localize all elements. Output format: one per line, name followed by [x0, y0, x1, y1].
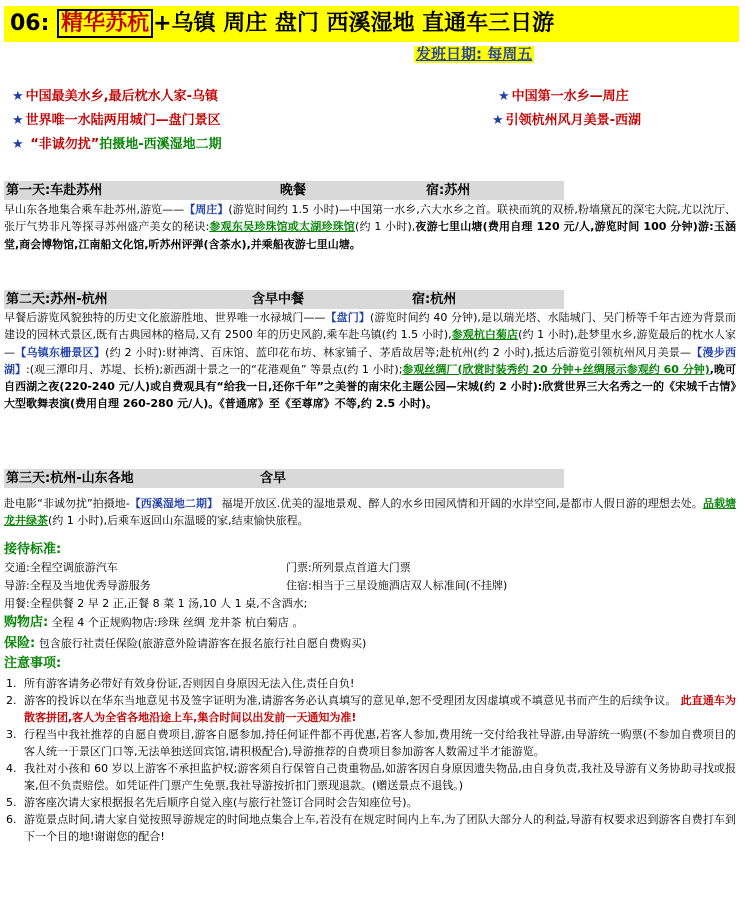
standard-transport: 交通:全程空调旅游汽车	[4, 561, 118, 574]
title-rest: +乌镇 周庄 盘门 西溪湿地 直通车三日游	[153, 11, 555, 36]
day3-header	[4, 469, 564, 488]
star-icon: ★	[12, 89, 24, 104]
spot-zhouzhuang: 【周庄】	[184, 203, 229, 216]
list-item: 3. 行程当中我社推荐的自愿自费项目,游客自愿参加,持任何证件都不再优惠,若客人参加,费用统一交付给我社导游,由导游统一购票(不参加自费项目的客人统一于景区门口等,无法单独送回宾馆,请积极配合),导游推荐的自费项目参加游客人数需过半才能游览。	[6, 728, 736, 758]
insurance-row	[4, 635, 366, 652]
list-item: 6. 游览景点时间,请大家自觉按照导游规定的时间地点集合上车,若没有在规定时间内上车,为了团队大部分人的利益,导游有权要求迟到游客自费打车到下一个目的地!谢谢您的配合!	[6, 813, 736, 843]
star-icon: ★	[12, 113, 24, 128]
list-item: 4. 我社对小孩和 60 岁以上游客不承担监护权;游客须自行保管自己贵重物品,如游客因自身原因遗失物品,由自身负责,我社及导游有义务协助寻找或报案,但不负责赔偿。如凭证件门票产生免票,我社导游按折扣门票现退款。(赠送景点不退钱。)	[6, 762, 736, 792]
shop-silk: 参观丝绸厂(欣赏时装秀约 20 分钟+丝绸展示参观约 60 分钟)	[402, 362, 710, 376]
tour-number: 06:	[10, 11, 50, 36]
day3-title: 第三天:杭州-山东各地	[6, 471, 134, 486]
star-icon: ★	[12, 137, 24, 152]
shop-pearl: 参观东吴珍珠馆或太湖珍珠馆	[209, 220, 355, 234]
shop-chrysanthemum: 参观杭白菊店	[451, 328, 519, 342]
page-title	[10, 8, 554, 40]
day2-stay: 宿:杭州	[412, 292, 457, 307]
day1-title: 第一天:车赴苏州	[6, 183, 103, 198]
title-highlight: 精华苏杭	[57, 9, 153, 38]
title-bar	[4, 6, 739, 42]
highlight-item: ★ 引领杭州风月美景-西湖	[492, 113, 642, 128]
star-icon: ★	[498, 89, 510, 104]
shop-tea: 品载塘龙井绿茶	[4, 497, 736, 528]
spot-panmen: 【盘门】	[325, 311, 370, 324]
day1-description: 早山东各地集合乘车赴苏州,游览——【周庄】(游览时间约 1.5 小时)—中国第一水乡,六大水乡之首。联袂而筑的双桥,粉墙黛瓦的深宅大院,尤以沈厅、张厅气势非凡等探寻苏州盛产美女的秘诀:参观东吴珍珠馆或太湖珍珠馆(约 1 小时),夜游七里山塘(费用自理 120 元/人,游览时间 100 分钟)游:玉涵堂,商会博物馆,江南船文化馆,听苏州评弹(含茶水),并乘船夜游七里山塘。	[4, 203, 737, 251]
highlight-item: ★ 世界唯一水陆两用城门—盘门景区	[12, 113, 221, 128]
notes-emphasis: 此直通车为散客拼团,客人为全省各地沿途上车,集合时间以出发前一天通知为准!	[24, 694, 736, 724]
standards-row	[4, 577, 508, 594]
day1-meal: 晚餐	[280, 183, 307, 198]
day1-stay: 宿:苏州	[426, 183, 471, 198]
day2-title: 第二天:苏州-杭州	[6, 292, 108, 307]
day1-header	[4, 181, 564, 200]
day2-meal: 含早中餐	[252, 292, 305, 307]
standard-meal: 用餐:全程供餐 2 早 2 正,正餐 8 菜 1 汤,10 人 1 桌,不含酒水;	[4, 597, 308, 610]
list-item: 5. 游客座次请大家根据报名先后顺序自觉入座(与旅行社签订合同时会告知座位号)。	[6, 796, 418, 809]
list-item: 2. 游客的投诉以在华东当地意见书及签字证明为准,请游客务必认真填写的意见单,恕不受理团友因虚填或不填意见书而产生的后续争议。 此直通车为散客拼团,客人为全省各地沿途上车,集合时间以出发前一天通知为准!	[6, 694, 736, 724]
day3-description: 赴电影“非诚勿扰”拍摄地-【西溪湿地二期】 福堤开放区.优美的湿地景观、醉人的水乡田园风情和开阔的水岸空间,是都市人假日游的理想去处。品载塘龙井绿茶(约 1 小时),后乘车返回山东温暖的家,结束愉快旅程。	[4, 497, 736, 528]
day2-description: 早餐后游览风貌独特的历史文化旅游胜地、世界唯一水禄城门——【盘门】(游览时间约 40 分钟),是以瑞光塔、水陆城门、吴门桥等千年古迹为背景而建设的园林式景区,既有古典园林的格局,又有 2500 年的历史风韵,乘车赴乌镇(约 1.5 小时),参观杭白菊店(约 1 小时),赴梦里水乡,游览最后的枕水人家—【乌镇东栅景区】(约 2 小时):财神湾、百床馆、蓝印花布坊、林家铺子、茅盾故居等;赴杭州(约 2 小时),抵达后游览引领杭州风月美景—【漫步西湖】:(观三潭印月、苏堤、长桥);新西湖十景之一的“花港观鱼” 等景点(约 1 小时);参观丝绸厂(欣赏时装秀约 20 分钟+丝绸展示参观约 60 分钟),晚可自西湖之夜(220-240 元/人)或自费观具有“给我一日,还你千年”之美誉的南宋化主题公园—宋城(约 2 小时):欣赏世界三大名秀之一的《宋城千古情》大型歌舞表演(费用自理 260-280 元/人)。《普通席》至《至尊席》不等,约 2.5 小时)。	[4, 311, 737, 411]
shopping-row	[4, 614, 303, 631]
highlights	[12, 88, 732, 158]
standards-row	[4, 559, 411, 576]
notes-list	[4, 675, 736, 845]
notes-title: 注意事项:	[4, 656, 62, 671]
departure-date: 发班日期: 每周五	[416, 45, 533, 63]
day2-header	[4, 290, 564, 309]
standard-guide: 导游:全程及当地优秀导游服务	[4, 579, 151, 592]
standard-hotel: 住宿:相当于三星设施酒店双人标准间(不挂牌)	[286, 579, 508, 592]
highlight-item: ★ 中国最美水乡,最后枕水人家-乌镇	[12, 89, 218, 104]
highlight-item: ★ 中国第一水乡—周庄	[498, 89, 629, 104]
shopping-title: 购物店:	[4, 615, 49, 630]
list-item: 1. 所有游客请务必带好有效身份证,否则因自身原因无法入住,责任自负!	[6, 677, 355, 690]
insurance-title: 保险:	[4, 636, 36, 651]
spot-wuzhen: 【乌镇东栅景区】	[15, 345, 106, 359]
shopping-text: 全程 4 个正规购物店:珍珠 丝绸 龙井茶 杭白菊店 。	[51, 616, 304, 629]
highlight-item: ★ “非诚勿扰”拍摄地-西溪湿地二期	[12, 137, 222, 152]
standards-title: 接待标准:	[4, 542, 62, 557]
star-icon: ★	[492, 113, 504, 128]
spot-westlake: 【漫步西湖】	[4, 345, 736, 376]
spot-xixi: 【西溪湿地二期】	[129, 497, 219, 510]
day3-meal: 含早	[260, 471, 287, 486]
insurance-text: 包含旅行社责任保险(旅游意外险请游客在报名旅行社自愿自费购买)	[38, 637, 367, 650]
standard-ticket: 门票:所列景点首道大门票	[286, 561, 411, 574]
